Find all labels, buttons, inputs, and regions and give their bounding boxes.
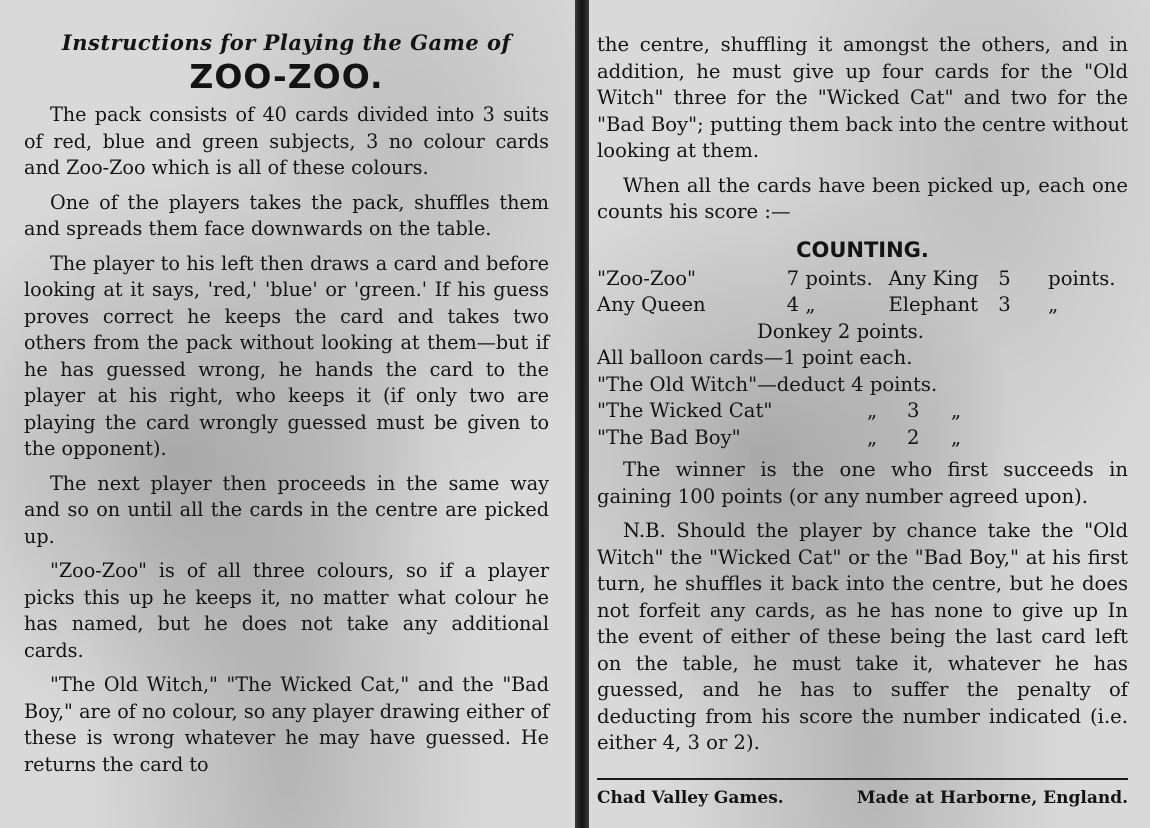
- ditto-mark: „: [951, 399, 962, 422]
- score-item: Any Queen: [597, 293, 706, 316]
- deduct-value: 3: [907, 399, 920, 422]
- ditto-mark: „: [951, 425, 962, 449]
- publisher-name: Chad Valley Games.: [597, 788, 784, 808]
- balloon-score: All balloon cards—1 point each.: [597, 346, 913, 369]
- manufacture-location: Made at Harborne, England.: [856, 788, 1128, 808]
- deduct-row: [597, 372, 1128, 399]
- deduct-row: [597, 398, 1128, 425]
- paragraph-next-player: The next player then proceeds in the same way and so on until all the cards in the centre are picked up.: [24, 471, 549, 548]
- counting-heading: COUNTING.: [796, 237, 929, 262]
- paragraph-zoo-zoo: "Zoo-Zoo" is of all three colours, so if a player picks this up he keeps it, no matter what colour he has named, but he does not take any additional cards.: [24, 559, 549, 662]
- page-fold: [575, 0, 589, 828]
- deduct-item: "The Bad Boy": [597, 425, 741, 449]
- deduct-item: "The Wicked Cat": [597, 399, 773, 422]
- paragraph-pack: The pack consists of 40 cards divided into 3 suits of red, blue and green subjects, 3 no colour cards and Zoo-Zoo which is all of these colours.: [24, 103, 549, 179]
- paragraph-continued: the centre, shuffling it amongst the others, and in addition, he must give up four cards for the "Old Witch" three for the "Wicked Cat" and two for the "Bad Boy"; putting them back into the centre without looking at them.: [597, 33, 1128, 162]
- score-value: 7 points.: [786, 266, 873, 290]
- score-row: [597, 266, 1128, 293]
- score-item: Elephant: [888, 293, 978, 316]
- game-title: ZOO-ZOO.: [189, 57, 384, 96]
- score-value: 4 „: [786, 293, 816, 316]
- paragraph-draw: The player to his left then draws a card and before looking at it says, 'red,' 'blue' or 'green.' If his guess proves correct he keeps the card and takes two others from the pack without looking at them—but if he has guessed wrong, he hands the card to the player at his right, who keeps it (if only two are playing the card wrongly guessed must be given to the opponent).: [24, 251, 549, 460]
- paragraph-shuffle: One of the players takes the pack, shuffles them and spreads them face downwards on the table.: [24, 190, 549, 240]
- deduct-row: [597, 425, 1128, 452]
- right-page: [589, 0, 1150, 828]
- deduct-value: 2: [907, 425, 920, 449]
- paragraph-winner: The winner is the one who first succeeds in gaining 100 points (or any number agreed upon).: [597, 458, 1128, 508]
- deduct-item: "The Old Witch"—deduct 4 points.: [597, 372, 938, 396]
- paragraph-no-colour: "The Old Witch," "The Wicked Cat," and the "Bad Boy," are of no colour, so any player drawing either of these is wrong whatever he may have guessed. He returns the card to: [24, 673, 549, 776]
- score-item: Any King: [888, 266, 979, 290]
- paragraph-nb: N.B. Should the player by chance take the "Old Witch" the "Wicked Cat" or the "Bad Boy," at his first turn, he shuffles it back into the centre, but he does not forfeit any cards, as he has none to give up In the event of either of these being the last card left on the table, he must take it, whatever he has guessed, and he has to suffer the penalty of deducting from his score the number indicated (i.e. either 4, 3 or 2).: [597, 519, 1128, 754]
- score-value: 5: [998, 266, 1011, 290]
- footer: [597, 778, 1128, 808]
- donkey-score: Donkey 2 points.: [757, 319, 924, 343]
- instructions-heading: Instructions for Playing the Game of: [61, 30, 512, 55]
- score-row: [597, 292, 1128, 319]
- score-item: "Zoo-Zoo": [597, 266, 697, 290]
- score-value: 3: [998, 293, 1011, 316]
- score-unit: „: [1048, 293, 1059, 316]
- score-unit: points.: [1048, 266, 1116, 290]
- paragraph-score-intro: When all the cards have been picked up, each one counts his score :—: [597, 173, 1128, 223]
- ditto-mark: „: [867, 399, 878, 422]
- ditto-mark: „: [867, 425, 878, 449]
